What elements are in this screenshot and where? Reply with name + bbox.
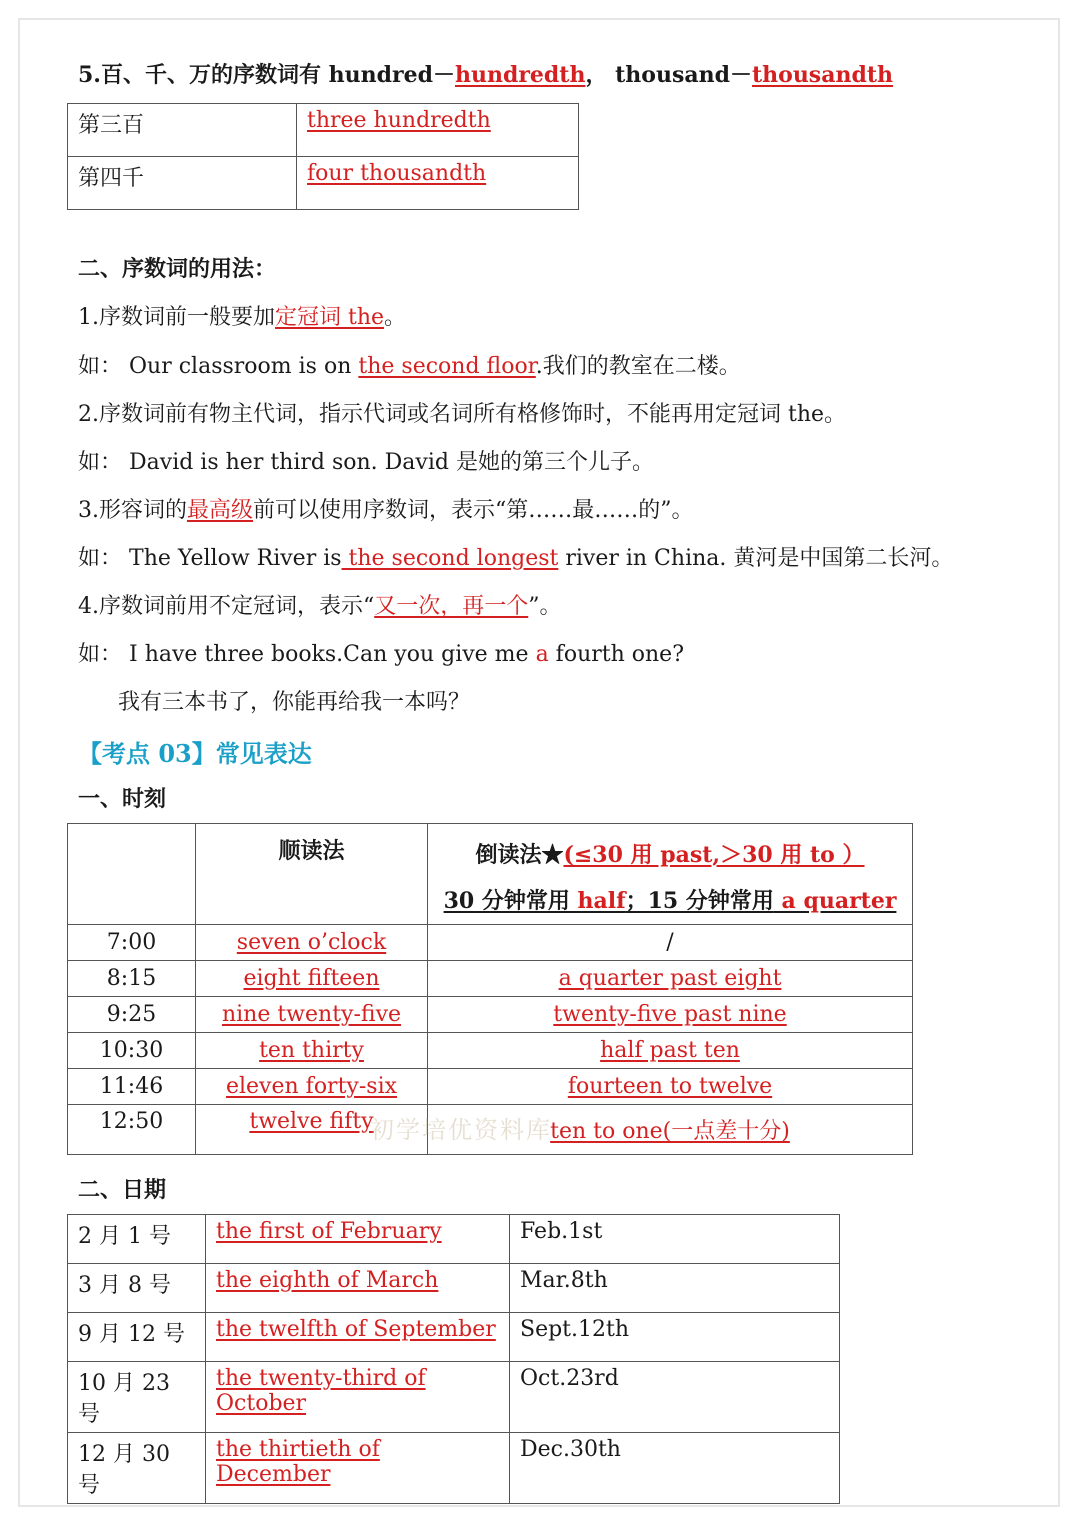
- dao-header: 倒读法★(≤30 用 past,＞30 用 to ） 30 分钟常用 half；15 分钟常用 a quarter: [428, 824, 913, 925]
- watermark: 初学培优资料库: [370, 1116, 552, 1144]
- abbr-date-cell: Feb.1st: [510, 1215, 840, 1264]
- table-row: [68, 1433, 840, 1504]
- en-date-cell: the twenty-third of October: [206, 1362, 510, 1433]
- zh-date-cell: 2 月 1 号: [68, 1215, 206, 1264]
- table-row: [68, 1362, 840, 1433]
- table-row: [68, 1313, 840, 1362]
- table-row: [68, 1215, 840, 1264]
- zh-date-cell: 9 月 12 号: [68, 1313, 206, 1362]
- dao-cell: fourteen to twelve: [428, 1069, 913, 1105]
- date-table: [67, 1214, 840, 1504]
- section-kd03-title: 【考点 03】常见表达: [78, 739, 312, 768]
- example-2: 如： David is her third son. David 是她的第三个儿子。: [78, 450, 654, 475]
- table-row: [68, 997, 913, 1033]
- table-row: [68, 925, 913, 961]
- time-cell: 9:25: [68, 997, 196, 1033]
- section-5-heading: 5.百、千、万的序数词有 hundred－hundredth， thousand－thousandth: [78, 62, 893, 88]
- en-date-cell: the first of February: [206, 1215, 510, 1264]
- en-date-cell: the eighth of March: [206, 1264, 510, 1313]
- example-3: 如： The Yellow River is the second longest river in China. 黄河是中国第二长河。: [78, 546, 954, 571]
- shun-cell: eleven forty-six: [196, 1069, 428, 1105]
- dao-cell: /: [428, 925, 913, 961]
- dao-cell: ten to one(一点差十分): [428, 1105, 913, 1155]
- time-cell: 7:00: [68, 925, 196, 961]
- shun-cell: ten thirty: [196, 1033, 428, 1069]
- table-header-row: [68, 824, 913, 925]
- dao-cell: twenty-five past nine: [428, 997, 913, 1033]
- zh-cell: 第四千: [68, 157, 297, 210]
- table-row: [68, 157, 579, 210]
- en-cell: four thousandth: [297, 157, 579, 210]
- time-cell: 11:46: [68, 1069, 196, 1105]
- dao-cell: half past ten: [428, 1033, 913, 1069]
- blank-header: [68, 824, 196, 925]
- rule-2: 2.序数词前有物主代词，指示代词或名词所有格修饰时，不能再用定冠词 the。: [78, 402, 847, 427]
- example-4-translation: 我有三本书了，你能再给我一本吗？: [118, 690, 471, 715]
- time-table: [67, 823, 913, 1155]
- table-row: [68, 104, 579, 157]
- en-cell: three hundredth: [297, 104, 579, 157]
- zh-date-cell: 12 月 30 号: [68, 1433, 206, 1504]
- shun-cell: twelve fifty: [196, 1105, 428, 1155]
- time-cell: 8:15: [68, 961, 196, 997]
- en-date-cell: the thirtieth of December: [206, 1433, 510, 1504]
- abbr-date-cell: Dec.30th: [510, 1433, 840, 1504]
- table-row: [68, 1069, 913, 1105]
- abbr-date-cell: Mar.8th: [510, 1264, 840, 1313]
- rule-3: 3.形容词的最高级前可以使用序数词，表示“第……最……的”。: [78, 498, 694, 523]
- shun-header: 顺读法: [196, 824, 428, 925]
- zh-date-cell: 10 月 23 号: [68, 1362, 206, 1433]
- shun-cell: eight fifteen: [196, 961, 428, 997]
- table-row: [68, 1105, 913, 1155]
- ordinal-hundred-table: [67, 103, 579, 210]
- abbr-date-cell: Oct.23rd: [510, 1362, 840, 1433]
- abbr-date-cell: Sept.12th: [510, 1313, 840, 1362]
- en-date-cell: the twelfth of September: [206, 1313, 510, 1362]
- shun-cell: seven o’clock: [196, 925, 428, 961]
- example-1: 如： Our classroom is on the second floor.我们的教室在二楼。: [78, 354, 741, 379]
- date-heading: 二、日期: [78, 1177, 167, 1203]
- usage-heading: 二、序数词的用法：: [78, 256, 277, 282]
- table-row: [68, 1264, 840, 1313]
- zh-cell: 第三百: [68, 104, 297, 157]
- rule-1: 1.序数词前一般要加定冠词 the。: [78, 305, 407, 330]
- time-cell: 12:50: [68, 1105, 196, 1155]
- table-row: [68, 1033, 913, 1069]
- dao-cell: a quarter past eight: [428, 961, 913, 997]
- time-cell: 10:30: [68, 1033, 196, 1069]
- time-heading: 一、时刻: [78, 786, 167, 812]
- shun-cell: nine twenty-five: [196, 997, 428, 1033]
- table-row: [68, 961, 913, 997]
- zh-date-cell: 3 月 8 号: [68, 1264, 206, 1313]
- rule-4: 4.序数词前用不定冠词，表示“又一次，再一个”。: [78, 594, 562, 619]
- example-4: 如： I have three books.Can you give me a fourth one?: [78, 642, 684, 667]
